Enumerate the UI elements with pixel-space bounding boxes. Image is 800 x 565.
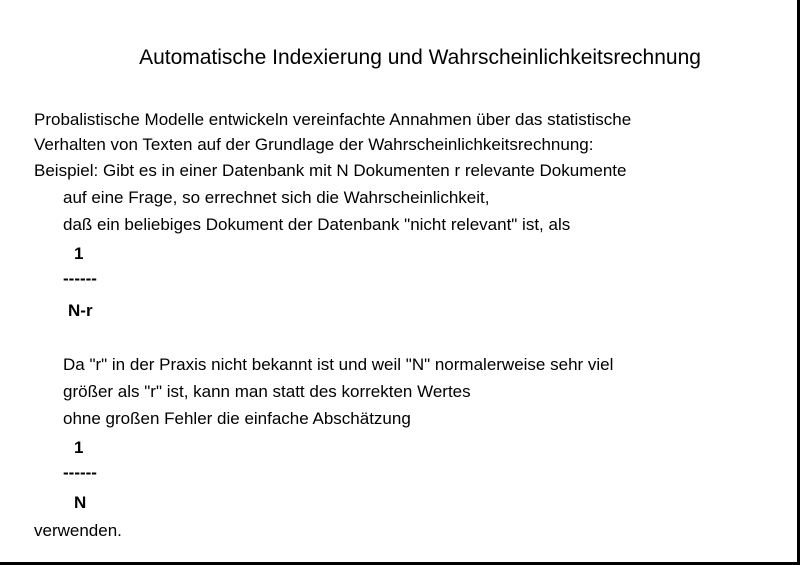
intro-line-1: Probalistische Modelle entwickeln vereinfachte Annahmen über das statistische	[34, 110, 632, 129]
note-line-3: ohne großen Fehler die einfache Abschätzung	[63, 409, 411, 428]
example-line-3: daß ein beliebiges Dokument der Datenbank "nicht relevant" ist, als	[63, 215, 571, 234]
fraction-1-denominator: N-r	[68, 301, 93, 320]
slide-title: Automatische Indexierung und Wahrscheinlichkeitsrechnung	[139, 46, 701, 69]
note-line-1: Da "r" in der Praxis nicht bekannt ist und weil "N" normalerweise sehr viel	[63, 355, 614, 374]
example-line-1: Beispiel: Gibt es in einer Datenbank mit N Dokumenten r relevante Dokumente	[34, 161, 627, 180]
intro-line-2: Verhalten von Texten auf der Grundlage der Wahrscheinlichkeitsrechnung:	[34, 135, 594, 154]
closing-text: verwenden.	[34, 521, 122, 540]
fraction-1-bar: ------	[63, 269, 97, 288]
fraction-2-numerator: 1	[74, 438, 84, 457]
note-line-2: größer als "r" ist, kann man statt des korrekten Wertes	[63, 382, 471, 401]
fraction-2-denominator: N	[74, 493, 87, 512]
fraction-2-bar: ------	[63, 463, 97, 482]
fraction-1-numerator: 1	[74, 244, 84, 263]
example-line-2: auf eine Frage, so errechnet sich die Wahrscheinlichkeit,	[63, 188, 490, 207]
